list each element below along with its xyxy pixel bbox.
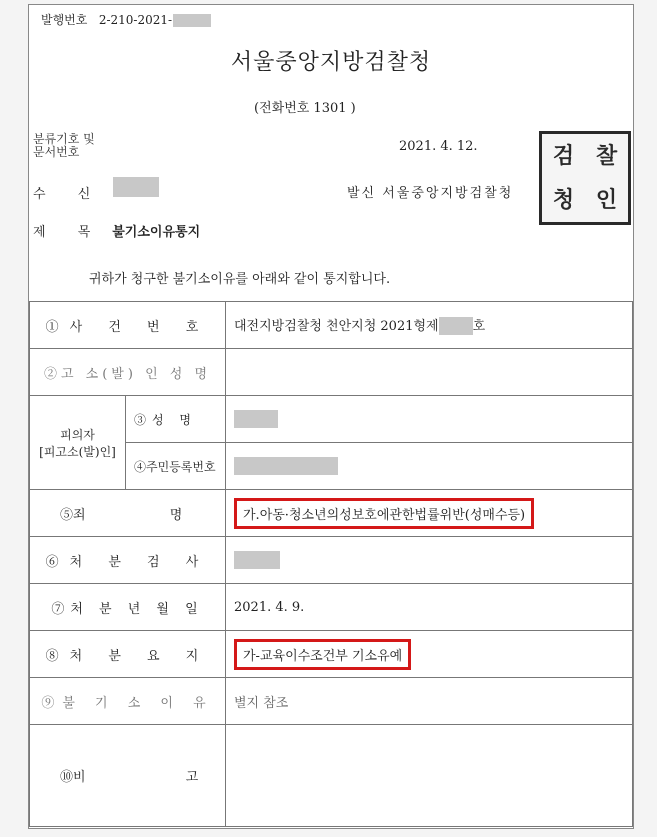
document-number-label [33,133,95,159]
charge-value [226,490,633,537]
complainant-value [226,349,633,396]
sender: 발신 서울중앙지방검찰청 [347,186,514,201]
charge-highlight: 가.아동·청소년의성보호에관한법률위반(성매수등) [234,498,534,529]
summary-highlight: 가-교육이수조건부 기소유예 [234,639,411,670]
table-row [30,678,633,725]
remarks-label [30,725,226,827]
prosecutor-label: ⑥처 분 검 사 [30,537,226,584]
disposition-date-label: ⑦처 분 년 월 일 [30,584,226,631]
issue-label: 발행번호 [41,13,88,27]
phone-number: (전화번호 1301 ) [254,101,356,116]
charge-label-text: ⑤죄 명 [60,507,183,523]
issue-number [41,11,211,28]
suspect-label-line1: 피의자 [60,427,95,442]
reason-label: ⑨불 기 소 이 유 [30,678,226,725]
docnum-line2: 문서번호 [33,145,80,159]
table-row [30,396,633,443]
id-number-label: ④주민등록번호 [126,443,226,490]
table-row [30,725,633,827]
seal-char: 청 [552,187,575,213]
case-number-label: ①사 건 번 호 [30,302,226,349]
redacted-block [173,14,211,27]
id-number-value [226,443,633,490]
agency-title: 서울중앙지방검찰청 [230,50,432,75]
redacted-block [439,317,473,335]
remarks-label-text: ⑩비 고 [60,770,199,785]
disposition-summary-value [226,631,633,678]
intro-text: 귀하가 청구한 불기소이유를 아래와 같이 통지합니다. [89,272,391,287]
case-number-value [226,302,633,349]
table-row [30,584,633,631]
docnum-line1: 분류기호 및 [33,132,95,146]
official-seal [539,131,631,225]
prosecutor-value [226,537,633,584]
name-label: ③성 명 [126,396,226,443]
redacted-block [234,551,280,569]
case-number-suffix: 호 [472,318,486,334]
subject-label: 제 목 [33,225,105,240]
suspect-label-line2: [피고소(발)인] [39,444,116,459]
reason-value: 별지 참조 [226,678,633,725]
recipient-label: 수 신 [33,187,105,202]
redacted-block [234,457,338,475]
table-row [30,349,633,396]
table-row [30,302,633,349]
table-row [30,490,633,537]
seal-char: 검 [552,143,575,169]
seal-char: 인 [595,187,618,213]
case-number-text: 대전지방검찰청 천안지청 2021형제 [234,318,439,334]
issue-date: 2021. 4. 12. [399,139,478,154]
disposition-date-value: 2021. 4. 9. [226,584,633,631]
details-table [29,301,633,827]
subject-value: 불기소이유통지 [112,225,201,240]
notice-document [28,4,634,829]
redacted-block [234,410,278,428]
charge-label [30,490,226,537]
disposition-summary-label: ⑧처 분 요 지 [30,631,226,678]
seal-char: 찰 [595,143,618,169]
issue-value: 2-210-2021- [98,13,173,27]
table-row [30,631,633,678]
name-value [226,396,633,443]
redacted-recipient [113,177,159,197]
complainant-label: ②고 소(발) 인 성 명 [30,349,226,396]
table-row [30,537,633,584]
subject [33,221,200,240]
suspect-label [30,396,126,490]
remarks-value [226,725,633,827]
